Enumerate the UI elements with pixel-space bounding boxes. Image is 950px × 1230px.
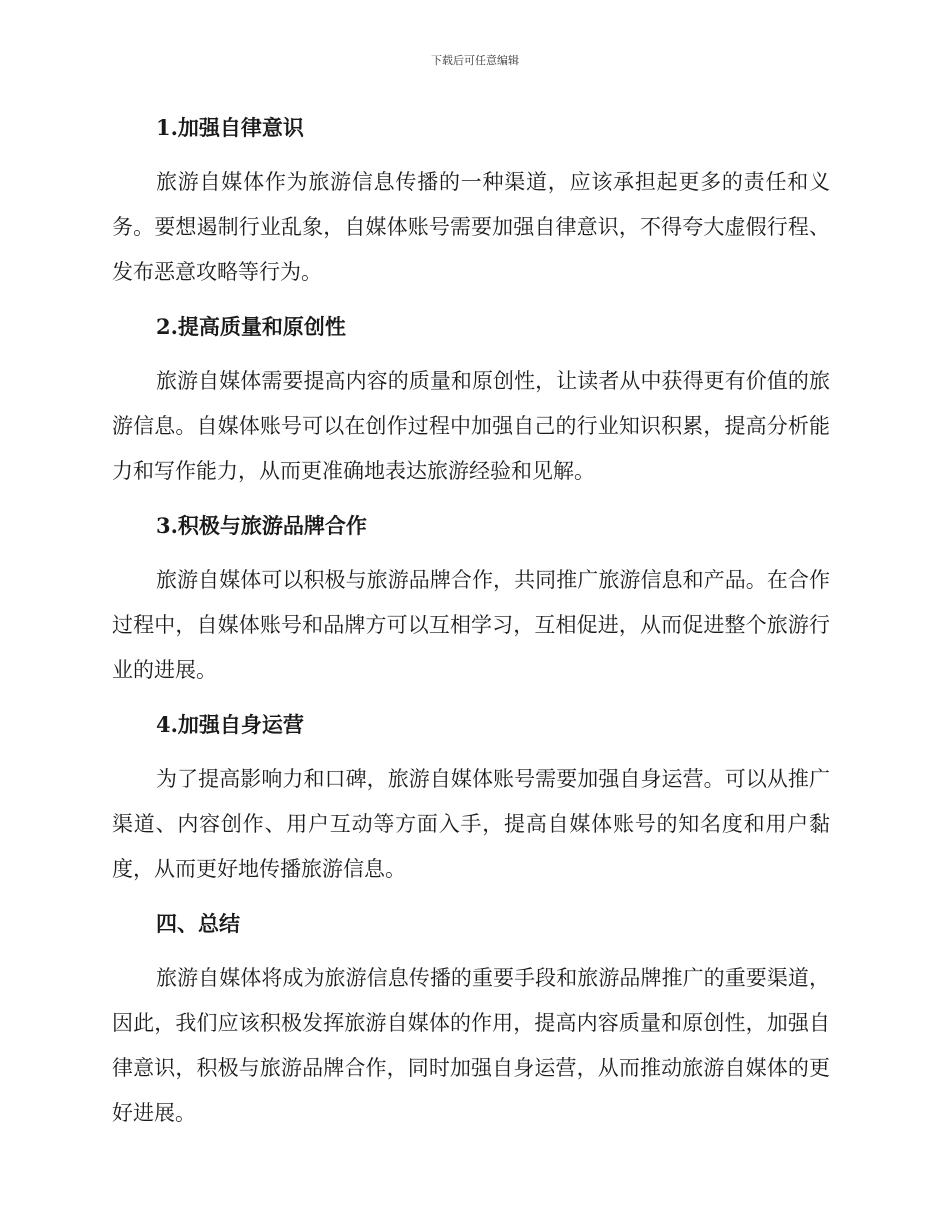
- section-heading-3: 3.积极与旅游品牌合作: [156, 513, 367, 538]
- document-body: [112, 108, 830, 1136]
- section-paragraph-4: 为了提高影响力和口碑，旅游自媒体账号需要加强自身运营。可以从推广渠道、内容创作、用户互动等方面入手，提高自媒体账号的知名度和用户黏度，从而更好地传播旅游信息。: [112, 767, 830, 881]
- section-heading-summary: 四、总结: [156, 911, 240, 936]
- section-heading-4: 4.加强自身运营: [156, 712, 304, 737]
- section-paragraph-summary: 旅游自媒体将成为旅游信息传播的重要手段和旅游品牌推广的重要渠道，因此，我们应该积极发挥旅游自媒体的作用，提高内容质量和原创性，加强自律意识，积极与旅游品牌合作，同时加强自身运营，从而推动旅游自媒体的更好进展。: [112, 966, 830, 1125]
- section-paragraph-2: 旅游自媒体需要提高内容的质量和原创性，让读者从中获得更有价值的旅游信息。自媒体账号可以在创作过程中加强自己的行业知识积累，提高分析能力和写作能力，从而更准确地表达旅游经验和见解。: [112, 369, 830, 483]
- section-paragraph-3: 旅游自媒体可以积极与旅游品牌合作，共同推广旅游信息和产品。在合作过程中，自媒体账号和品牌方可以互相学习，互相促进，从而促进整个旅游行业的进展。: [112, 568, 830, 682]
- section-paragraph-1: 旅游自媒体作为旅游信息传播的一种渠道，应该承担起更多的责任和义务。要想遏制行业乱象，自媒体账号需要加强自律意识，不得夸大虚假行程、发布恶意攻略等行为。: [112, 170, 830, 284]
- section-heading-1: 1.加强自律意识: [156, 115, 304, 140]
- section-heading-2: 2.提高质量和原创性: [156, 314, 346, 339]
- page-header: 下载后可任意编辑: [431, 54, 519, 67]
